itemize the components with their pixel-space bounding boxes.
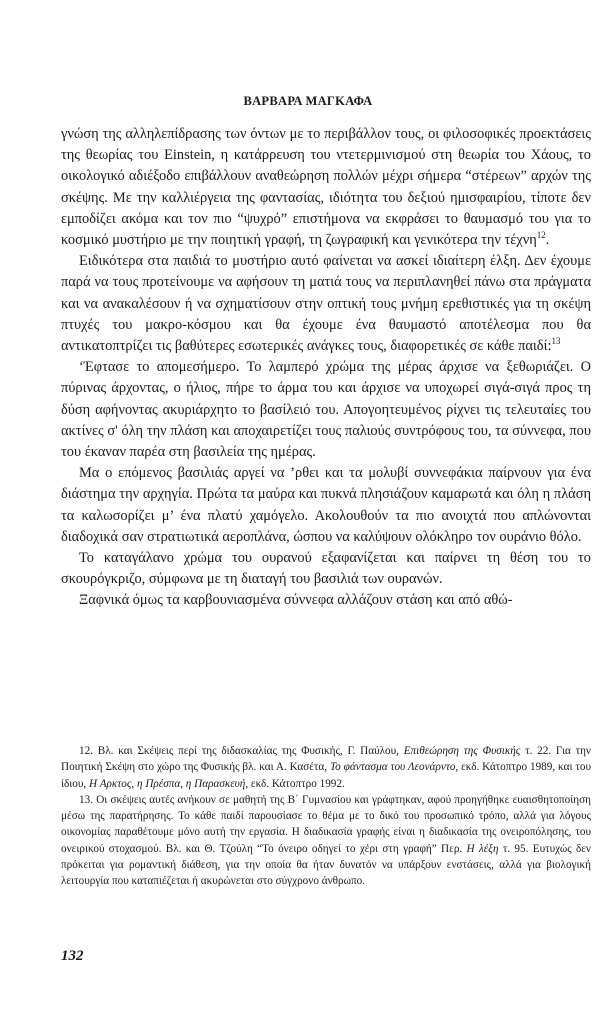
paragraph-1-end: .	[545, 232, 550, 249]
footnote-12-text-c: , εκδ. Κάτοπτρο 1989, και του ίδιου,	[61, 761, 591, 790]
paragraph-2	[61, 251, 591, 357]
paragraph-5: Το καταγάλανο χρώμα του ουρανού εξαφανίζεται και παίρνει τη θέση του το σκουρόγκριζο, σύμφωνα με τη διαταγή του βασιλιά των ουρανών.	[61, 550, 591, 588]
running-head: ΒΑΡΒΑΡΑ ΜΑΓΚΑΦΑ	[243, 94, 373, 108]
footnote-13-text-a: 13. Οι σκέψεις αυτές ανήκουν σε μαθητή της Β΄ Γυμνασίου και γράφτηκαν, αφού προηγήθηκε ευαισθητοποίηση μέσω της παρατήρησης. Το κάθε παιδί παρουσίασε το θέμα με το δικό του προσωπικό τρόπο, αλλά για λόγους οικονομίας παραθέτουμε μόνο αυτή την εργασία. Η διαδικασία γραφής είναι η διαδικασία της ονειροπόλησης, του ονειρικού στοχασμού. Βλ. και Θ. Τζούλη “Το όνειρο οδηγεί το χέρι στη γραφή” Περ.	[61, 793, 591, 855]
paragraph-6: Ξαφνικά όμως τα καρβουνιασμένα σύννεφα αλλάζουν στάση και από αθώ-	[79, 592, 513, 609]
page-number: 132	[61, 948, 84, 964]
footnote-13-text-b: τ. 95. Ευτυχώς δεν πρόκειται για ρομαντική διάθεση, για την οποία θα ήταν δυνατόν να υπάρξουν ενστάσεις, αλλά για βιολογική λειτουργία που καταπιέζεται ή ακυρώνεται στο σύγχρονο άνθρωπο.	[61, 842, 591, 888]
paragraph-1	[61, 124, 591, 251]
footnote-12-title-c: Η Αρκτος, η Πρέσπα, η Παρασκευή	[89, 777, 246, 790]
footnote-ref-12: 12	[536, 230, 546, 241]
footnote-13-title: Η λέξη	[466, 842, 499, 855]
footnote-13	[61, 792, 591, 890]
footnote-12-title-a: Επιθεώρηση της Φυσικής	[403, 745, 521, 757]
paragraph-3: ‘Έφτασε το απομεσήμερο. Το λαμπερό χρώμα της μέρας άρχισε να ξεθωριάζει. Ο πύρινας άρχοντας, ο ήλιος, πήρε το άρμα του και άρχισε να υποχωρεί σιγά-σιγά προς τη δύση αφήνοντας ακυριάρχητο το βασίλειό του. Απογοητευμένος ρίχνει τις τελευταίες του ακτίνες σ' όλη την πλάση και αποχαιρετίζει τους παλιούς συντρόφους του, τα σύννεφα, που του έκαναν παρέα στη βασιλεία της ημέρας.	[61, 359, 591, 461]
footnote-12-title-b: Το φάντασμα του Λεονάρντο	[329, 761, 456, 774]
paragraph-2-text: Ειδικότερα στα παιδιά το μυστήριο αυτό φαίνεται να ασκεί ιδιαίτερη έλξη. Δεν έχουμε παρά να τους προτείνουμε να αφήσουν τη ματιά τους να περιπλανηθεί πάνω στα πράγματα και να ανακαλέσουν ή να σχηματίσουν στην οπτική τους μνήμη ερεθιστικές για τη σκέψη πτυχές του μακρο-κόσμου και θα έχουμε ένα θαυμαστό αποτέλεσμα που θα αντικατοπτρίζει τις βαθύτερες εσωτερικές ανάγκες τους, διαφορετικές σε κάθε παιδί:	[61, 253, 591, 355]
footnote-12-text-b: τ. 22. Για την Ποιητική Σκέψη στο χώρο της Φυσικής βλ. και Α. Κασέτα,	[61, 745, 591, 774]
footnote-12	[61, 743, 591, 792]
main-text	[61, 124, 591, 612]
footnotes	[61, 743, 591, 890]
footnote-ref-13: 13	[551, 336, 561, 347]
footnote-12-text-a: 12. Βλ. και Σκέψεις περί της διδασκαλίας της Φυσικής, Γ. Παύλου,	[79, 745, 404, 757]
paragraph-4: Μα ο επόμενος βασιλιάς αργεί να ’ρθει και τα μολυβί συννεφάκια παίρνουν για ένα διάστημα την αρχηγία. Πρώτα τα μαύρα και πυκνά πλησιάζουν καμαρωτά και όλη η πλάση τα καλωσορίζει μ’ ένα πλατύ χαμόγελο. Ακολουθούν τα πιο ανοιχτά που απλώνονται διαδοχικά σαν στρατιωτικά αεροπλάνα, ώσπου να καλύψουν ολόκληρο τον ουράνιο θόλο.	[61, 465, 591, 545]
paragraph-1-text: γνώση της αλληλεπίδρασης των όντων με το περιβάλλον τους, οι φιλοσοφικές προεκτάσεις της θεωρίας του Einstein, η κατάρρευση του ντετερμινισμού στη θεωρία του Χάους, το οικολογικό αδιέξοδο επιβάλλουν αναθεώρηση πολλών μέχρι σήμερα “στέρεων” αρχών της σκέψης. Με την καλλιέργεια της φαντασίας, ιδιότητα του δεξιού ημισφαιρίου, τίποτε δεν εμποδίζει ακόμα και τον πιο “ψυχρό” επιστήμονα να εκφράσει το θαυμασμό του για το κοσμικό μυστήριο με την ποιητική γραφή, τη ζωγραφική και γενικότερα την τέχνη	[61, 126, 591, 249]
footnote-12-text-d: , εκδ. Κάτοπτρο 1992.	[245, 777, 345, 790]
